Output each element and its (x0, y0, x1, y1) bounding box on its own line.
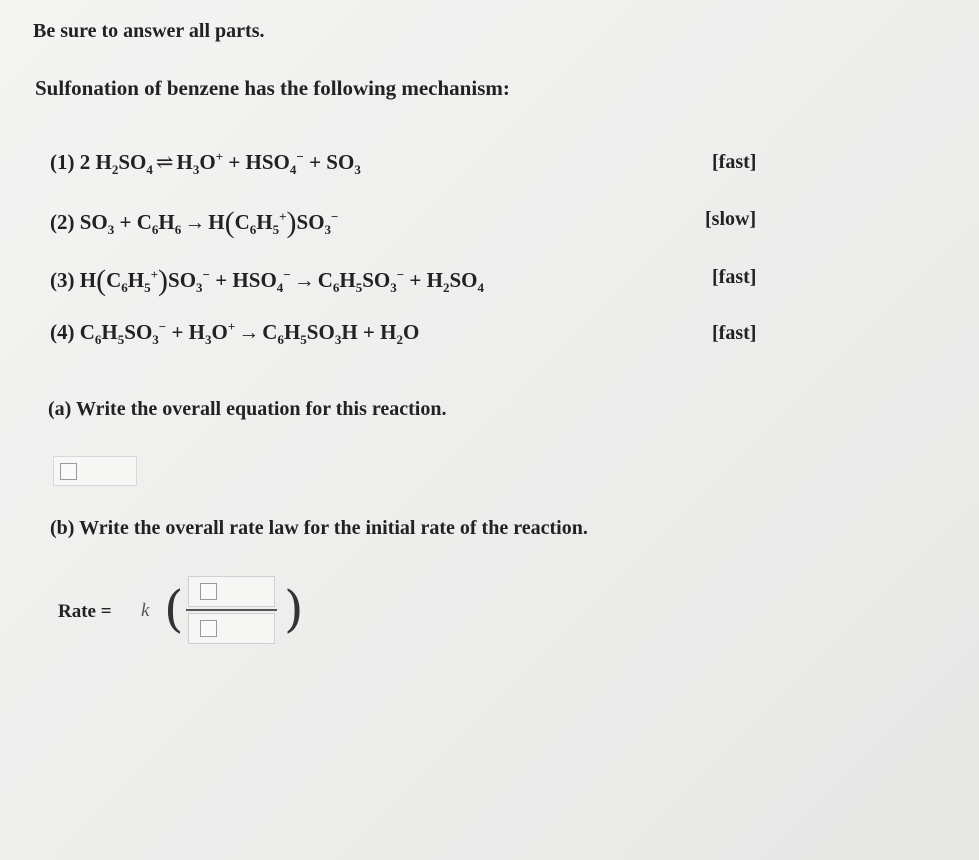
overall-equation-input[interactable] (53, 456, 137, 486)
instruction-text: Be sure to answer all parts. (33, 20, 265, 42)
mechanism-step-3: (3) $H(C_6H_5^+)SO_3^- + HSO_4^- \to C_6H_5SO_3^- + H_2SO_4$ (50, 264, 484, 297)
mechanism-step-2: (2) $SO_3 + C_6H_6 \to H(C_6H_5^+)SO_3^-$ (50, 206, 339, 239)
step-3-speed: [fast] (712, 266, 757, 288)
intro-text: Sulfonation of benzene has the following mechanism: (35, 76, 510, 100)
step-2-speed: [slow] (705, 208, 757, 230)
step-number: (4) (50, 320, 75, 344)
rate-numerator-input[interactable] (188, 576, 275, 607)
left-paren-icon: ( (164, 580, 184, 638)
part-a-question: (a) Write the overall equation for this reaction. (48, 398, 447, 420)
right-paren-icon: ) (284, 580, 304, 638)
step-number: (2) (50, 210, 75, 234)
rate-denominator-input[interactable] (188, 613, 275, 644)
step-1-speed: [fast] (712, 151, 757, 173)
rate-constant: k (141, 600, 150, 621)
fraction-bar (186, 609, 277, 611)
part-b-question: (b) Write the overall rate law for the initial rate of the reaction. (50, 517, 588, 539)
step-number: (1) (50, 150, 75, 174)
placeholder-square-icon (200, 583, 217, 600)
step-number: (3) (50, 268, 75, 292)
step-4-speed: [fast] (712, 322, 757, 344)
mechanism-step-4: (4) $C_6H_5SO_3^- + H_3O^+ \to C_6H_5SO_3H + H_2O$ (50, 319, 420, 348)
placeholder-square-icon (60, 463, 77, 480)
rate-label: Rate = (58, 601, 112, 622)
placeholder-square-icon (200, 620, 217, 637)
mechanism-step-1: (1) 2 $H_2SO_4$ ⇌ $H_3O^+ + HSO_4^- + SO_3$ (50, 149, 361, 178)
